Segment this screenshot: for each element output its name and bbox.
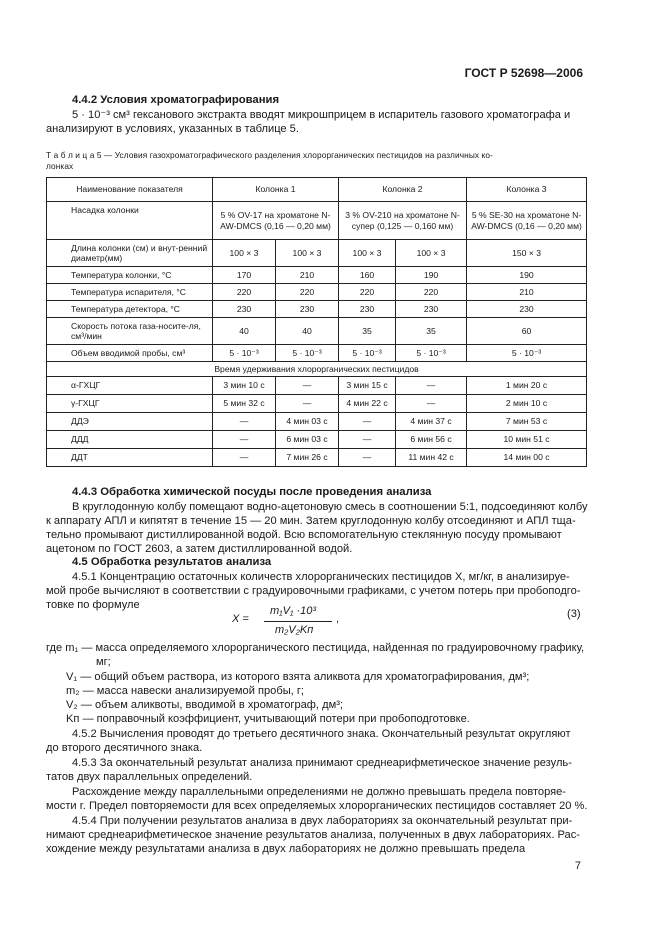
table-row: Температура детектора, °С 230 230 230 230 230 bbox=[47, 301, 587, 318]
s452-line1: 4.5.2 Вычисления проводят до третьего десятичного знака. Окончательный результат округляют bbox=[72, 728, 571, 740]
s451-line3: товке по формуле bbox=[46, 599, 140, 611]
section-45-title: 4.5 Обработка результатов анализа bbox=[72, 556, 272, 568]
s443-line1: В круглодонную колбу помещают водно-ацетоновую смесь в соотношении 5:1, подсоединяют колбу bbox=[72, 501, 588, 513]
fraction-bar bbox=[264, 621, 332, 622]
table-5 bbox=[46, 177, 587, 467]
caption-line1: Т а б л и ц а 5 — Условия газохроматографического разделения хлорорганических пестицидов на различных ко- bbox=[46, 150, 493, 160]
table-row: Объем вводимой пробы, см³ 5 · 10⁻³ 5 · 10⁻³ 5 · 10⁻³ 5 · 10⁻³ 5 · 10⁻³ bbox=[47, 345, 587, 362]
table-row: Длина колонки (см) и внут-ренний диаметр(мм) 100 × 3 100 × 3 100 × 3 100 × 3 150 × 3 bbox=[47, 240, 587, 267]
where-line1: где m₁ — масса определяемого хлорорганического пестицида, найденная по градуировочному графику, bbox=[46, 642, 585, 654]
table-row: γ-ГХЦГ 5 мин 32 с — 4 мин 22 с — 2 мин 10 с bbox=[47, 395, 587, 413]
s451-line2: мой пробе вычисляют в соответствии с градуировочными графиками, с учетом потерь при пробоподго- bbox=[46, 585, 581, 597]
table-row: ДДЭ — 4 мин 03 с — 4 мин 37 с 7 мин 53 с bbox=[47, 413, 587, 431]
table-header-row bbox=[47, 178, 587, 202]
s453-line3: Расхождение между параллельными определениями не должно превышать предела повторяе- bbox=[72, 786, 567, 798]
section-443-title: 4.4.3 Обработка химической посуды после проведения анализа bbox=[72, 486, 432, 498]
where-line2: V₁ — общий объем раствора, из которого взята аликвота для хроматографирования, дм³; bbox=[66, 671, 530, 683]
table-row: ДДТ — 7 мин 26 с — 11 мин 42 с 14 мин 00 с bbox=[47, 449, 587, 467]
s443-line2: к аппарату АПЛ и кипятят в течение 15 — 20 мин. Затем круглодонную колбу отсоединяют и АПЛ тща- bbox=[46, 515, 576, 527]
table-row: ДДД — 6 мин 03 с — 6 мин 56 с 10 мин 51 с bbox=[47, 431, 587, 449]
table-row: Насадка колонки 5 % OV-17 на хроматоне N-AW-DMCS (0,16 — 0,20 мм) 3 % OV-210 на хроматоне N-супер (0,125 — 0,160 мм) 5 % SE-30 на хроматоне N-AW-DMCS (0,16 — 0,20 мм) bbox=[47, 202, 587, 240]
s451-line1: 4.5.1 Концентрацию остаточных количеств хлорорганических пестицидов X, мг/кг, в анализируе- bbox=[72, 571, 570, 583]
document-header: ГОСТ Р 52698—2006 bbox=[464, 66, 583, 80]
s443-line4: ацетоном по ГОСТ 2603, а затем дистиллированной водой. bbox=[46, 543, 353, 555]
table-row: α-ГХЦГ 3 мин 10 с — 3 мин 15 с — 1 мин 20 с bbox=[47, 377, 587, 395]
s453-line1: 4.5.3 За окончательный результат анализа принимают среднеарифметическое значение резуль- bbox=[72, 757, 572, 769]
s453-line4: мости r. Предел повторяемости для всех определяемых хлорорганических пестицидов составляет 20 %. bbox=[46, 800, 588, 812]
where-line5: Kп — поправочный коэффициент, учитывающий потери при пробоподготовке. bbox=[66, 713, 470, 725]
formula-comma: , bbox=[336, 613, 340, 625]
s442-line1: 5 · 10⁻³ см³ гексанового экстракта вводят микрошприцем в испаритель газового хроматографа и bbox=[72, 109, 571, 121]
formula-numerator: m₁V₁ ·10³ bbox=[270, 605, 317, 617]
s443-line3: тельно промывают дистиллированной водой. Всю вспомогательную стеклянную посуду промывают bbox=[46, 529, 562, 541]
s454-line3: хождение между результатами анализа в двух лабораториях не должно превышать предела bbox=[46, 843, 526, 855]
where-line1b: мг; bbox=[96, 656, 111, 668]
section-442-title: 4.4.2 Условия хроматографирования bbox=[72, 94, 280, 106]
header-column-3: Колонка 3 bbox=[467, 178, 587, 202]
page-number: 7 bbox=[574, 860, 581, 872]
s452-line2: до второго десятичного знака. bbox=[46, 742, 203, 754]
table-section-row bbox=[47, 362, 587, 377]
table-row: Скорость потока газа-носите-ля, см³/мин 40 40 35 35 60 bbox=[47, 318, 587, 345]
table-row: Температура колонки, °С 170 210 160 190 190 bbox=[47, 267, 587, 284]
section-retention-time: Время удерживания хлорорганических пестицидов bbox=[47, 362, 587, 377]
where-line4: V₂ — объем аликвоты, вводимой в хроматограф, дм³; bbox=[66, 699, 343, 711]
caption-line2: лонках bbox=[46, 161, 74, 171]
formula-number: (3) bbox=[567, 608, 581, 620]
header-column-1: Колонка 1 bbox=[213, 178, 339, 202]
s442-line2: анализируют в условиях, указанных в таблице 5. bbox=[46, 123, 299, 135]
s454-line2: нимают среднеарифметическое значение результатов анализа, полученных в двух лабораториях. Рас- bbox=[46, 829, 580, 841]
where-line3: m₂ — масса навески анализируемой пробы, г; bbox=[66, 685, 304, 697]
header-column-2: Колонка 2 bbox=[339, 178, 467, 202]
table-caption bbox=[46, 150, 586, 172]
table-row: Температура испарителя, °С 220 220 220 220 210 bbox=[47, 284, 587, 301]
formula-denominator: m₂V₂Kп bbox=[275, 624, 314, 636]
s453-line2: татов двух параллельных определений. bbox=[46, 771, 253, 783]
header-name: Наименование показателя bbox=[47, 178, 213, 202]
formula-lhs: X = bbox=[232, 613, 249, 625]
s454-line1: 4.5.4 При получении результатов анализа в двух лабораториях за окончательный результат при- bbox=[72, 815, 573, 827]
